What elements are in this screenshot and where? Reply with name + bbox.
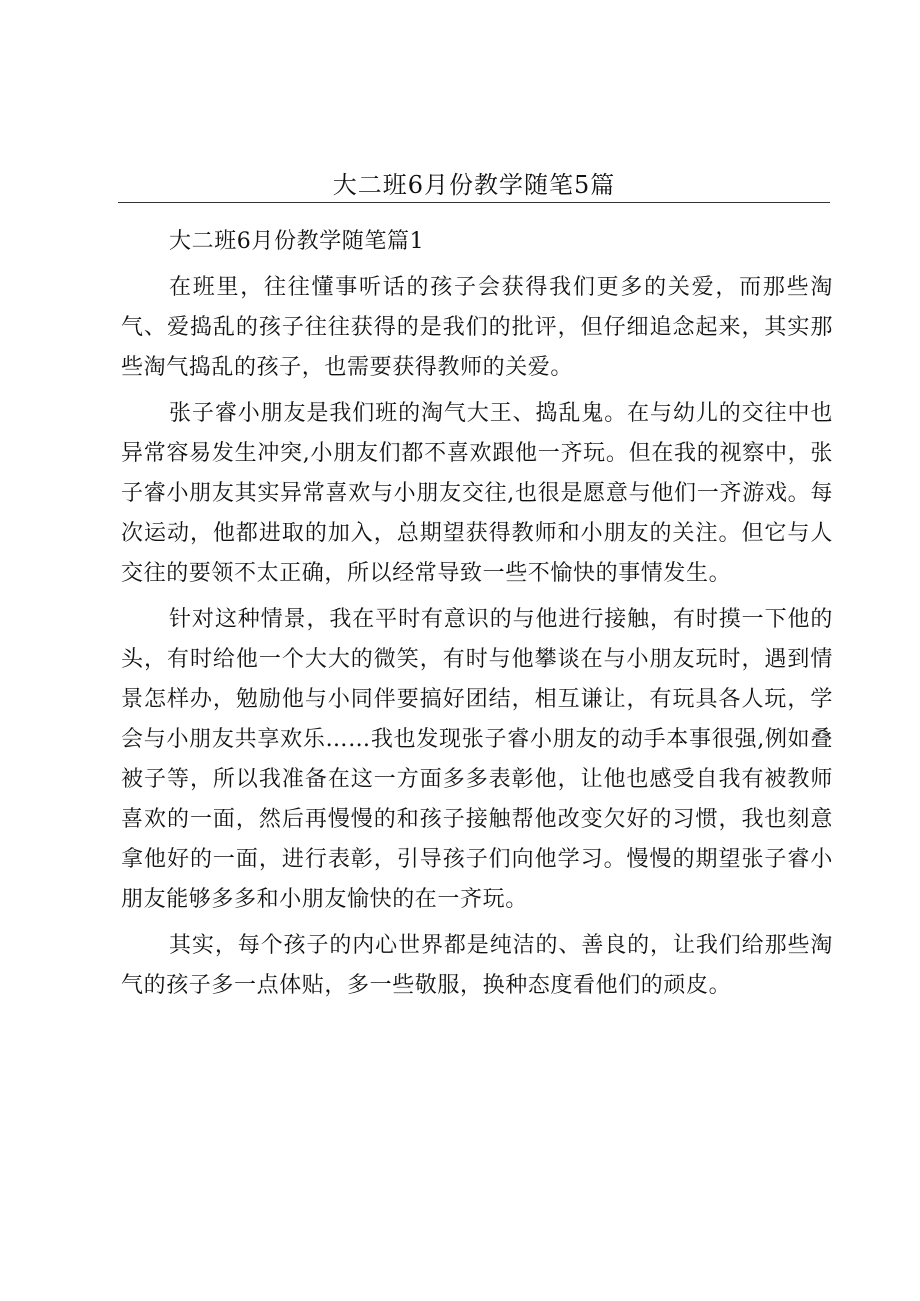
paragraph-3: 针对这种情景，我在平时有意识的与他进行接触，有时摸一下他的头，有时给他一个大大的微笑，有时与他攀谈在与小朋友玩时，遇到情景怎样办，勉励他与小同伴要搞好团结，相互谦让，有玩具各人玩，学会与小朋友共享欢乐……我也发现张子睿小朋友的动手本事很强,例如叠被子等，所以我准备在这一方面多多表彰他，让他也感受自我有被教师喜欢的一面，然后再慢慢的和孩子接触帮他改变欠好的习惯，我也刻意拿他好的一面，进行表彰，引导孩子们向他学习。慢慢的期望张子睿小朋友能够多多和小朋友愉快的在一齐玩。 <box>121 607 833 912</box>
document-title: 大二班6月份教学随笔5篇 <box>332 171 616 199</box>
section-heading: 大二班6月份教学随笔篇1 <box>169 229 425 254</box>
paragraph-1: 在班里，往往懂事听话的孩子会获得我们更多的关爱，而那些淘气、爱捣乱的孩子往往获得的是我们的批评，但仔细追念起来，其实那些淘气捣乱的孩子，也需要获得教师的关爱。 <box>121 275 833 380</box>
paragraph-2: 张子睿小朋友是我们班的淘气大王、捣乱鬼。在与幼儿的交往中也异常容易发生冲突,小朋友们都不喜欢跟他一齐玩。但在我的视察中，张子睿小朋友其实异常喜欢与小朋友交往,也很是愿意与他们一齐游戏。每次运动，他都进取的加入，总期望获得教师和小朋友的关注。但它与人交往的要领不太正确，所以经常导致一些不愉快的事情发生。 <box>121 401 833 586</box>
document-body <box>121 222 833 1012</box>
title-block <box>118 168 830 203</box>
paragraph-4: 其实，每个孩子的内心世界都是纯洁的、善良的，让我们给那些淘气的孩子多一点体贴，多一些敬服，换种态度看他们的顽皮。 <box>121 933 833 998</box>
